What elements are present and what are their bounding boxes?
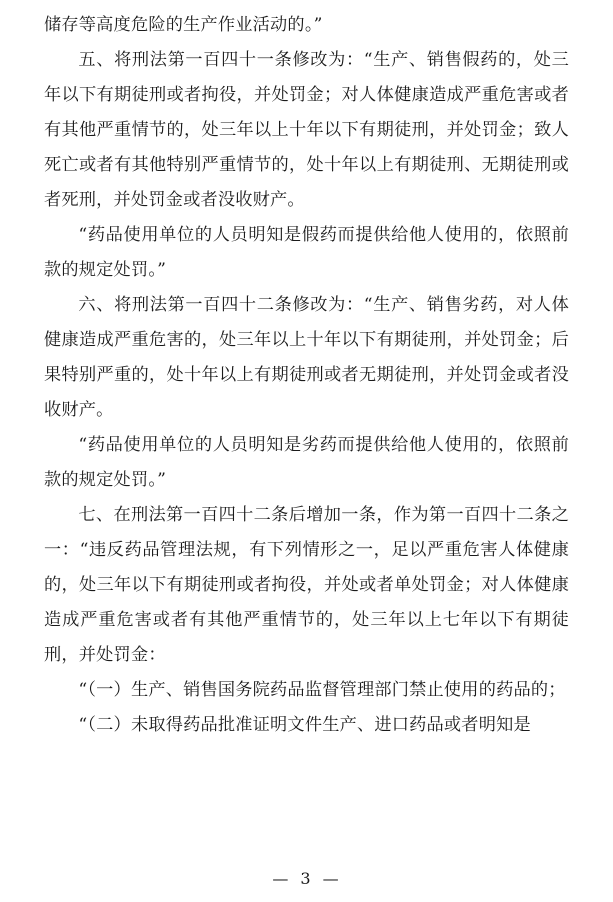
- document-body: [44, 8, 569, 743]
- footer-left-dash: —: [272, 869, 291, 888]
- page-number: 3: [300, 869, 313, 888]
- paragraph-item-seven-clause-1: “（一）生产、销售国务院药品监督管理部门禁止使用的药品的；: [78, 680, 566, 700]
- paragraph-item-six-quote: “药品使用单位的人员明知是劣药而提供给他人使用的，依照前款的规定处罚。”: [44, 435, 569, 490]
- paragraph-continued-top: 储存等高度危险的生产作业活动的。”: [44, 15, 323, 35]
- paragraph-item-five: 五、将刑法第一百四十一条修改为：“生产、销售假药的，处三年以下有期徒刑或者拘役，并处罚金；对人体健康造成严重危害或者有其他严重情节的，处三年以上十年以下有期徒刑，并处罚金；致人死亡或者有其他特别严重情节的，处十年以上有期徒刑、无期徒刑或者死刑，并处罚金或者没收财产。: [44, 50, 569, 210]
- paragraph-item-seven-clause-2: “（二）未取得药品批准证明文件生产、进口药品或者明知是: [78, 715, 531, 735]
- footer-right-dash: —: [322, 869, 341, 888]
- page-footer: [0, 869, 613, 888]
- paragraph-item-six: 六、将刑法第一百四十二条修改为：“生产、销售劣药，对人体健康造成严重危害的，处三年以上十年以下有期徒刑，并处罚金；后果特别严重的，处十年以上有期徒刑或者无期徒刑，并处罚金或者没收财产。: [44, 295, 569, 420]
- paragraph-item-five-quote: “药品使用单位的人员明知是假药而提供给他人使用的，依照前款的规定处罚。”: [44, 225, 569, 280]
- paragraph-item-seven: 七、在刑法第一百四十二条后增加一条，作为第一百四十二条之一：“违反药品管理法规，有下列情形之一，足以严重危害人体健康的，处三年以下有期徒刑或者拘役，并处或者单处罚金；对人体健康造成严重危害或者有其他严重情节的，处三年以上七年以下有期徒刑，并处罚金：: [44, 505, 569, 665]
